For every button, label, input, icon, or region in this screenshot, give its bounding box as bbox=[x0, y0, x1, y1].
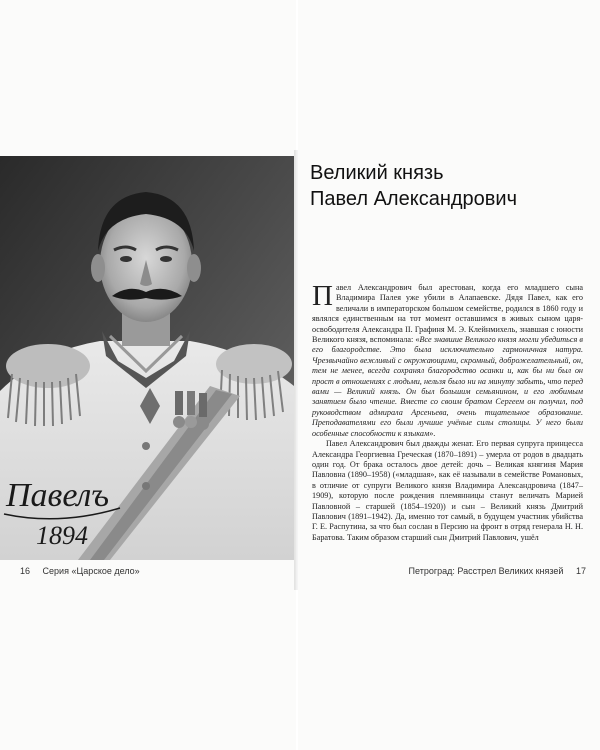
right-folio bbox=[409, 566, 586, 576]
left-folio bbox=[20, 566, 140, 576]
chapter-body bbox=[312, 280, 583, 543]
right-page-number: 17 bbox=[575, 566, 586, 576]
svg-text:Павелъ: Павелъ bbox=[6, 477, 110, 514]
left-page-number: 16 bbox=[20, 566, 31, 576]
right-running-head: Петроград: Расстрел Великих князей bbox=[408, 566, 564, 576]
paragraph-2: Павел Александрович был дважды женат. Его первая супруга принцесса Александра Георгиевна Греческая (1870–1891) – умерла от родов в двадцать один год. От брака осталось двое детей: дочь – Великая княгиня Мария Павловна (1890–1958) («младшая», как её называли в семействе Романовых, в отличие от супруги Великого князя Владимира Александровича (1847–1909), которую после рождения племянницы станут величать Марией Павловной – старшей (1854–1920)) и сын – Великий князь Дмитрий Павлович (1891–1942). Да, именно тот самый, в будущем участник убийства Г. Е. Распутина, за что был сослан в Персию на фронт в отряд генерала Н. Н. Баратова. Таким образом старший сын Дмитрий Павлович, ушёл bbox=[312, 439, 583, 542]
left-running-head: Серия «Царское дело» bbox=[42, 566, 140, 576]
chapter-title bbox=[310, 160, 590, 212]
chapter-title-line-2: Павел Александрович bbox=[310, 188, 517, 210]
left-page bbox=[0, 0, 296, 750]
chapter-title-line-1: Великий князь bbox=[310, 162, 444, 184]
drop-cap: П bbox=[312, 280, 333, 312]
paragraph-1-intro: авел Александрович был арестован, когда его младшего сына Владимира Палея уже убили в Алапаевске. Дядя Павел, как его величали в императорском большом семействе, родился в 1860 году и являлся единственным на тот момент оставшимся в живых сыном царя-освободителя Александра II. Графиня М. Э. Клейнмихель, знавшая с юности Великого князя, вспоминала: « bbox=[312, 283, 583, 345]
svg-text:1894: 1894 bbox=[36, 521, 88, 550]
paragraph-1-end: ». bbox=[429, 428, 436, 438]
portrait-photo bbox=[0, 156, 294, 560]
kleinmichel-quote: Все знавшие Великого князя могли убедиться в его благородстве. Это была исключительно гармоничная натура. Чрезвычайно вежливый с окружающими, скромный, доброжелательный, он, тем не менее, всегда сохранял благородство осанки и, как бы ни был он прост в отношениях с людьми, нельзя было ни на минуту забыть, что перед вами — Великий князь. Он был большим семьянином, и его любимым занятием было чтение. Вместе со своим братом Сергеем он получил, под руководством адмирала Арсеньева, очень тщательное образование. Преподавателями его были лучшие учёные силы столицы. У него были особенные способности к языкам bbox=[312, 335, 583, 438]
paragraph-1 bbox=[312, 280, 583, 439]
